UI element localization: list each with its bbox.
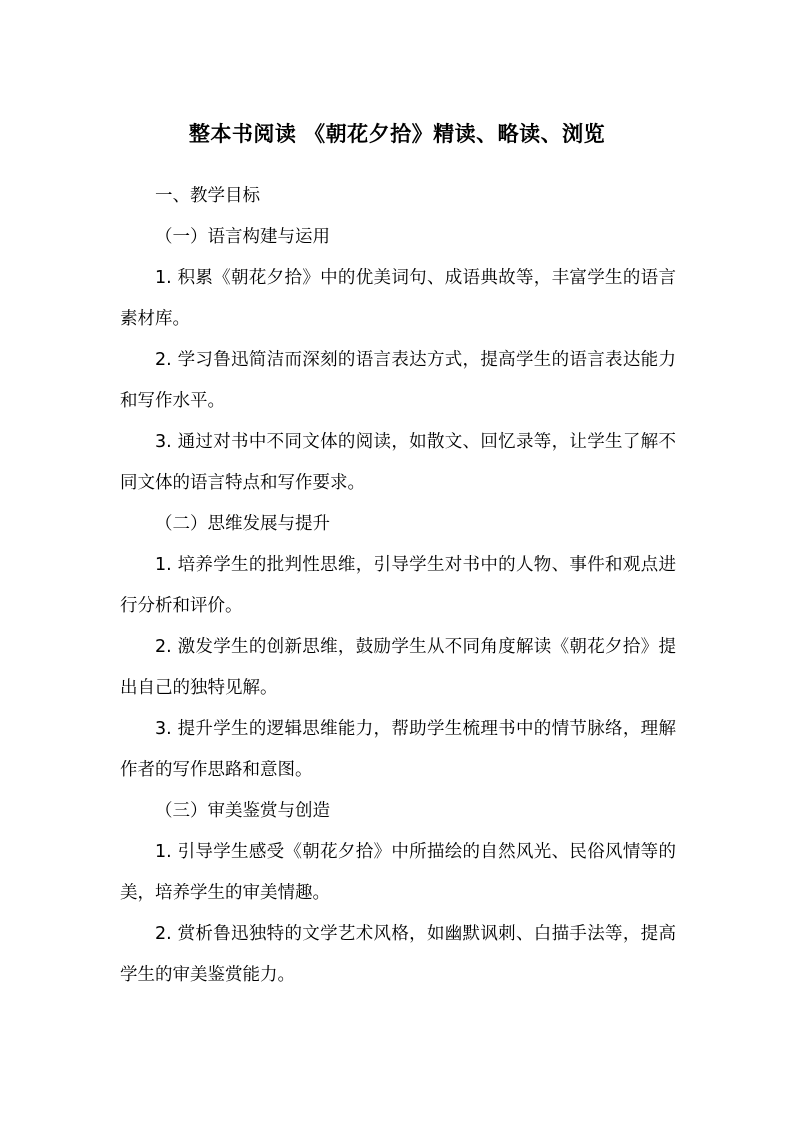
section-heading: 一、教学目标 [155,186,260,206]
document-body [120,176,676,996]
document-title: 整本书阅读 《朝花夕拾》精读、略读、浏览 [188,121,606,146]
paragraph: 3. 提升学生的逻辑思维能力，帮助学生梳理书中的情节脉络，理解作者的写作思路和意图。 [120,719,676,780]
paragraph: 2. 赏析鲁迅独特的文学艺术风格，如幽默讽刺、白描手法等，提高学生的审美鉴赏能力。 [120,924,676,985]
paragraph: 1. 引导学生感受《朝花夕拾》中所描绘的自然风光、民俗风情等的美，培养学生的审美情趣。 [120,842,676,903]
paragraph: 3. 通过对书中不同文体的阅读，如散文、回忆录等，让学生了解不同文体的语言特点和写作要求。 [120,432,676,493]
subsection-heading: （二）思维发展与提升 [155,514,330,534]
paragraph: 1. 积累《朝花夕拾》中的优美词句、成语典故等，丰富学生的语言素材库。 [120,268,676,329]
subsection-heading: （一）语言构建与运用 [155,227,330,247]
paragraph: 2. 激发学生的创新思维，鼓励学生从不同角度解读《朝花夕拾》提出自己的独特见解。 [120,637,676,698]
paragraph: 1. 培养学生的批判性思维，引导学生对书中的人物、事件和观点进行分析和评价。 [120,555,676,616]
subsection-heading: （三）审美鉴赏与创造 [155,801,330,821]
paragraph: 2. 学习鲁迅简洁而深刻的语言表达方式，提高学生的语言表达能力和写作水平。 [120,350,676,411]
